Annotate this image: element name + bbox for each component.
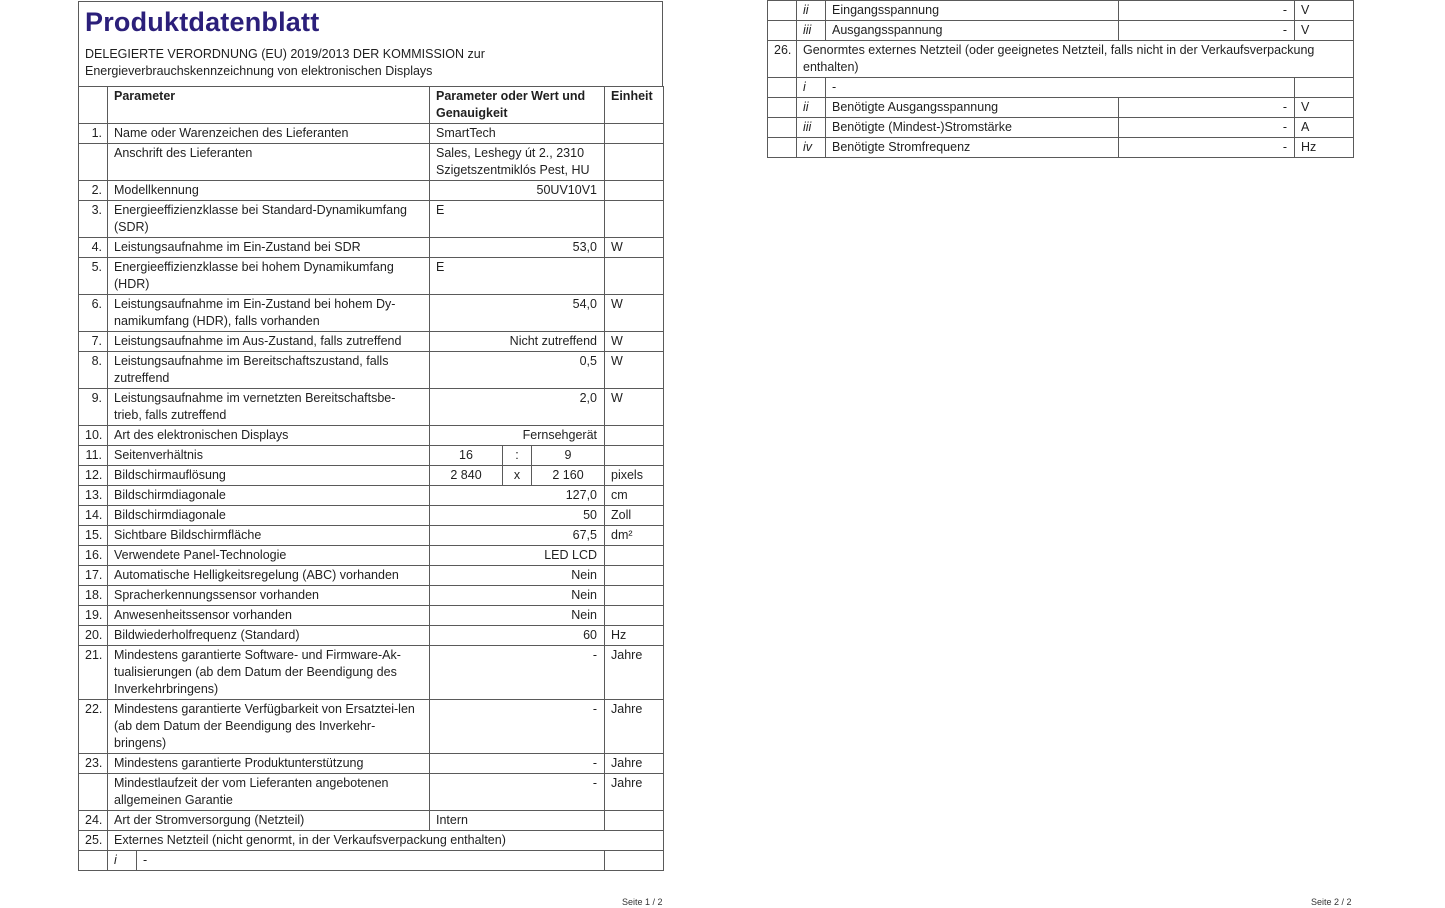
row-unit	[605, 566, 664, 586]
row-value: LED LCD	[430, 546, 605, 566]
row-value: -	[430, 646, 605, 700]
row-number: 19.	[79, 606, 108, 626]
row-parameter: Leistungsaufnahme im vernetzten Bereitschaftsbe-trieb, falls zutreffend	[108, 389, 430, 426]
table-row	[79, 258, 664, 295]
row-number: 24.	[79, 811, 108, 831]
row-number	[79, 144, 108, 181]
sub-row-mark: i	[108, 851, 137, 871]
header-unit: Einheit	[605, 87, 664, 124]
header-parameter: Parameter	[108, 87, 430, 124]
row-unit: Hz	[605, 626, 664, 646]
product-data-table	[78, 86, 664, 871]
row-unit: Jahre	[605, 646, 664, 700]
row-unit	[605, 181, 664, 201]
row-value-separator: :	[503, 446, 532, 466]
table-row	[79, 201, 664, 238]
table-row	[79, 626, 664, 646]
row-parameter: Sichtbare Bildschirmfläche	[108, 526, 430, 546]
table-row	[79, 700, 664, 754]
page-number-2: Seite 2 / 2	[1311, 897, 1352, 907]
row-unit	[605, 586, 664, 606]
table-row	[768, 1, 1354, 21]
row-parameter: Bildschirmdiagonale	[108, 506, 430, 526]
header-number-cell	[79, 87, 108, 124]
row-number: 3.	[79, 201, 108, 238]
row-unit	[605, 546, 664, 566]
row-unit	[605, 606, 664, 626]
row-parameter: Verwendete Panel-Technologie	[108, 546, 430, 566]
sub-row-value: -	[1119, 98, 1295, 118]
sub-row-value: -	[1119, 21, 1295, 41]
row-unit: W	[605, 389, 664, 426]
sub-row-value: -	[1119, 118, 1295, 138]
datasheet-page-1	[78, 1, 663, 871]
table-row	[79, 332, 664, 352]
row-unit	[605, 201, 664, 238]
row-parameter: Leistungsaufnahme im Ein-Zustand bei hohem Dy-namikumfang (HDR), falls vorhanden	[108, 295, 430, 332]
row-parameter: Bildschirmdiagonale	[108, 486, 430, 506]
page-number-1: Seite 1 / 2	[622, 897, 663, 907]
row-parameter: Automatische Helligkeitsregelung (ABC) vorhanden	[108, 566, 430, 586]
row-number: 10.	[79, 426, 108, 446]
sub-row-mark: ii	[797, 98, 826, 118]
datasheet-page-2	[767, 0, 1353, 158]
row-value-right: 2 160	[532, 466, 605, 486]
sub-row-mark: iii	[797, 118, 826, 138]
row-parameter: Bildwiederholfrequenz (Standard)	[108, 626, 430, 646]
row-value: E	[430, 258, 605, 295]
table-row	[79, 181, 664, 201]
table-row	[79, 831, 664, 851]
row-number: 20.	[79, 626, 108, 646]
row-value: 54,0	[430, 295, 605, 332]
table-row	[79, 526, 664, 546]
row-value: SmartTech	[430, 124, 605, 144]
row-number: 18.	[79, 586, 108, 606]
row-value-right: 9	[532, 446, 605, 466]
table-row	[79, 295, 664, 332]
table-row	[768, 41, 1354, 78]
row-parameter: Seitenverhältnis	[108, 446, 430, 466]
row-value: -	[430, 700, 605, 754]
table-row	[79, 144, 664, 181]
table-row	[79, 389, 664, 426]
row-number: 8.	[79, 352, 108, 389]
subtitle-line-1: DELEGIERTE VERORDNUNG (EU) 2019/2013 DER KOMMISSION zur	[85, 47, 485, 61]
sub-row-value: -	[137, 851, 605, 871]
row-parameter: Externes Netzteil (nicht genormt, in der Verkaufsverpackung enthalten)	[108, 831, 664, 851]
row-value: Intern	[430, 811, 605, 831]
table-row	[79, 426, 664, 446]
row-parameter: Anschrift des Lieferanten	[108, 144, 430, 181]
table-row	[768, 78, 1354, 98]
row-number: 23.	[79, 754, 108, 774]
row-unit	[605, 144, 664, 181]
table-body	[79, 124, 664, 871]
row-number	[79, 774, 108, 811]
row-value: 50	[430, 506, 605, 526]
sub-row-label: Benötigte (Mindest-)Stromstärke	[826, 118, 1119, 138]
header-value: Parameter oder Wert und Genauigkeit	[430, 87, 605, 124]
row-parameter: Leistungsaufnahme im Ein-Zustand bei SDR	[108, 238, 430, 258]
row-unit: W	[605, 238, 664, 258]
row-unit: pixels	[605, 466, 664, 486]
row-number: 11.	[79, 446, 108, 466]
row-unit	[605, 851, 664, 871]
row-value: Fernsehgerät	[430, 426, 605, 446]
row-value: -	[430, 774, 605, 811]
row-unit	[605, 811, 664, 831]
row-number	[768, 1, 797, 21]
row-number: 9.	[79, 389, 108, 426]
row-parameter: Art des elektronischen Displays	[108, 426, 430, 446]
table-row	[79, 124, 664, 144]
row-unit: W	[605, 332, 664, 352]
table-row	[79, 238, 664, 258]
row-number	[768, 78, 797, 98]
row-value: -	[430, 754, 605, 774]
table-row	[768, 138, 1354, 158]
row-value: 0,5	[430, 352, 605, 389]
sub-row-unit: A	[1295, 118, 1354, 138]
table-row	[79, 851, 664, 871]
table-row	[768, 98, 1354, 118]
row-unit: Zoll	[605, 506, 664, 526]
row-parameter: Genormtes externes Netzteil (oder geeignetes Netzteil, falls nicht in der Verkaufsverpackung enthalten)	[797, 41, 1354, 78]
row-value: 2,0	[430, 389, 605, 426]
row-number: 16.	[79, 546, 108, 566]
row-parameter: Mindestens garantierte Verfügbarkeit von Ersatztei-len (ab dem Datum der Beendigung des Inverkehr-bringens)	[108, 700, 430, 754]
row-number: 21.	[79, 646, 108, 700]
row-parameter: Mindestens garantierte Software- und Firmware-Ak-tualisierungen (ab dem Datum der Beendigung des Inverkehrbringens)	[108, 646, 430, 700]
row-value: 67,5	[430, 526, 605, 546]
sub-row-mark: ii	[797, 1, 826, 21]
row-parameter: Bildschirmauflösung	[108, 466, 430, 486]
sub-row-unit: V	[1295, 21, 1354, 41]
table-row	[79, 446, 664, 466]
sub-row-value: -	[1119, 1, 1295, 21]
sub-row-unit: V	[1295, 98, 1354, 118]
row-number	[79, 851, 108, 871]
row-number: 14.	[79, 506, 108, 526]
row-number: 2.	[79, 181, 108, 201]
row-number	[768, 98, 797, 118]
row-value: Nein	[430, 586, 605, 606]
row-value: 60	[430, 626, 605, 646]
row-value-separator: x	[503, 466, 532, 486]
table-row	[79, 754, 664, 774]
row-number	[768, 21, 797, 41]
table-row	[79, 506, 664, 526]
row-value: Nein	[430, 566, 605, 586]
table-header-row	[79, 87, 664, 124]
row-unit: dm²	[605, 526, 664, 546]
document-subtitle	[85, 46, 656, 80]
row-unit	[605, 446, 664, 466]
sub-row-mark: iv	[797, 138, 826, 158]
power-supply-body	[768, 1, 1354, 158]
sub-row-unit: V	[1295, 1, 1354, 21]
sub-row-unit	[1295, 78, 1354, 98]
sub-row-label: Eingangsspannung	[826, 1, 1119, 21]
sub-row-label: Benötigte Stromfrequenz	[826, 138, 1119, 158]
sub-row-label: Benötigte Ausgangsspannung	[826, 98, 1119, 118]
row-number: 12.	[79, 466, 108, 486]
row-value: 50UV10V1	[430, 181, 605, 201]
sub-row-mark: i	[797, 78, 826, 98]
power-supply-table	[767, 0, 1354, 158]
table-row	[79, 566, 664, 586]
table-row	[79, 352, 664, 389]
row-number	[768, 118, 797, 138]
table-row	[79, 586, 664, 606]
row-unit: Jahre	[605, 774, 664, 811]
sub-row-value: -	[1119, 138, 1295, 158]
row-unit	[605, 258, 664, 295]
sub-row-unit: Hz	[1295, 138, 1354, 158]
row-unit: Jahre	[605, 700, 664, 754]
row-value: 127,0	[430, 486, 605, 506]
table-row	[79, 606, 664, 626]
row-value: Nein	[430, 606, 605, 626]
row-parameter: Name oder Warenzeichen des Lieferanten	[108, 124, 430, 144]
row-number: 15.	[79, 526, 108, 546]
table-row	[79, 546, 664, 566]
row-parameter: Leistungsaufnahme im Aus-Zustand, falls zutreffend	[108, 332, 430, 352]
row-parameter: Anwesenheitssensor vorhanden	[108, 606, 430, 626]
row-unit: cm	[605, 486, 664, 506]
row-number: 6.	[79, 295, 108, 332]
row-value-left: 2 840	[430, 466, 503, 486]
table-row	[768, 118, 1354, 138]
row-parameter: Art der Stromversorgung (Netzteil)	[108, 811, 430, 831]
table-row	[79, 646, 664, 700]
row-unit	[605, 426, 664, 446]
row-number: 25.	[79, 831, 108, 851]
row-value: E	[430, 201, 605, 238]
row-parameter: Leistungsaufnahme im Bereitschaftszustand, falls zutreffend	[108, 352, 430, 389]
document-header	[78, 1, 663, 86]
row-number: 22.	[79, 700, 108, 754]
sub-row-value: -	[826, 78, 1295, 98]
row-unit: Jahre	[605, 754, 664, 774]
row-parameter: Mindestlaufzeit der vom Lieferanten angebotenen allgemeinen Garantie	[108, 774, 430, 811]
row-number: 4.	[79, 238, 108, 258]
subtitle-line-2: Energieverbrauchskennzeichnung von elektronischen Displays	[85, 64, 433, 78]
table-row	[79, 466, 664, 486]
row-number: 7.	[79, 332, 108, 352]
row-parameter: Energieeffizienzklasse bei Standard-Dynamikumfang (SDR)	[108, 201, 430, 238]
row-parameter: Mindestens garantierte Produktunterstützung	[108, 754, 430, 774]
table-row	[79, 811, 664, 831]
row-number: 13.	[79, 486, 108, 506]
row-number: 26.	[768, 41, 797, 78]
row-parameter: Spracherkennungssensor vorhanden	[108, 586, 430, 606]
row-value: Nicht zutreffend	[430, 332, 605, 352]
row-parameter: Modellkennung	[108, 181, 430, 201]
row-number: 1.	[79, 124, 108, 144]
row-unit: W	[605, 352, 664, 389]
row-number	[768, 138, 797, 158]
row-parameter: Energieeffizienzklasse bei hohem Dynamikumfang (HDR)	[108, 258, 430, 295]
row-unit: W	[605, 295, 664, 332]
row-value: 53,0	[430, 238, 605, 258]
row-value: Sales, Leshegy út 2., 2310 Szigetszentmiklós Pest, HU	[430, 144, 605, 181]
row-number: 5.	[79, 258, 108, 295]
row-unit	[605, 124, 664, 144]
table-row	[79, 486, 664, 506]
row-value-left: 16	[430, 446, 503, 466]
sub-row-mark: iii	[797, 21, 826, 41]
table-row	[768, 21, 1354, 41]
sub-row-label: Ausgangsspannung	[826, 21, 1119, 41]
table-row	[79, 774, 664, 811]
row-number: 17.	[79, 566, 108, 586]
document-title: Produktdatenblatt	[85, 7, 320, 37]
